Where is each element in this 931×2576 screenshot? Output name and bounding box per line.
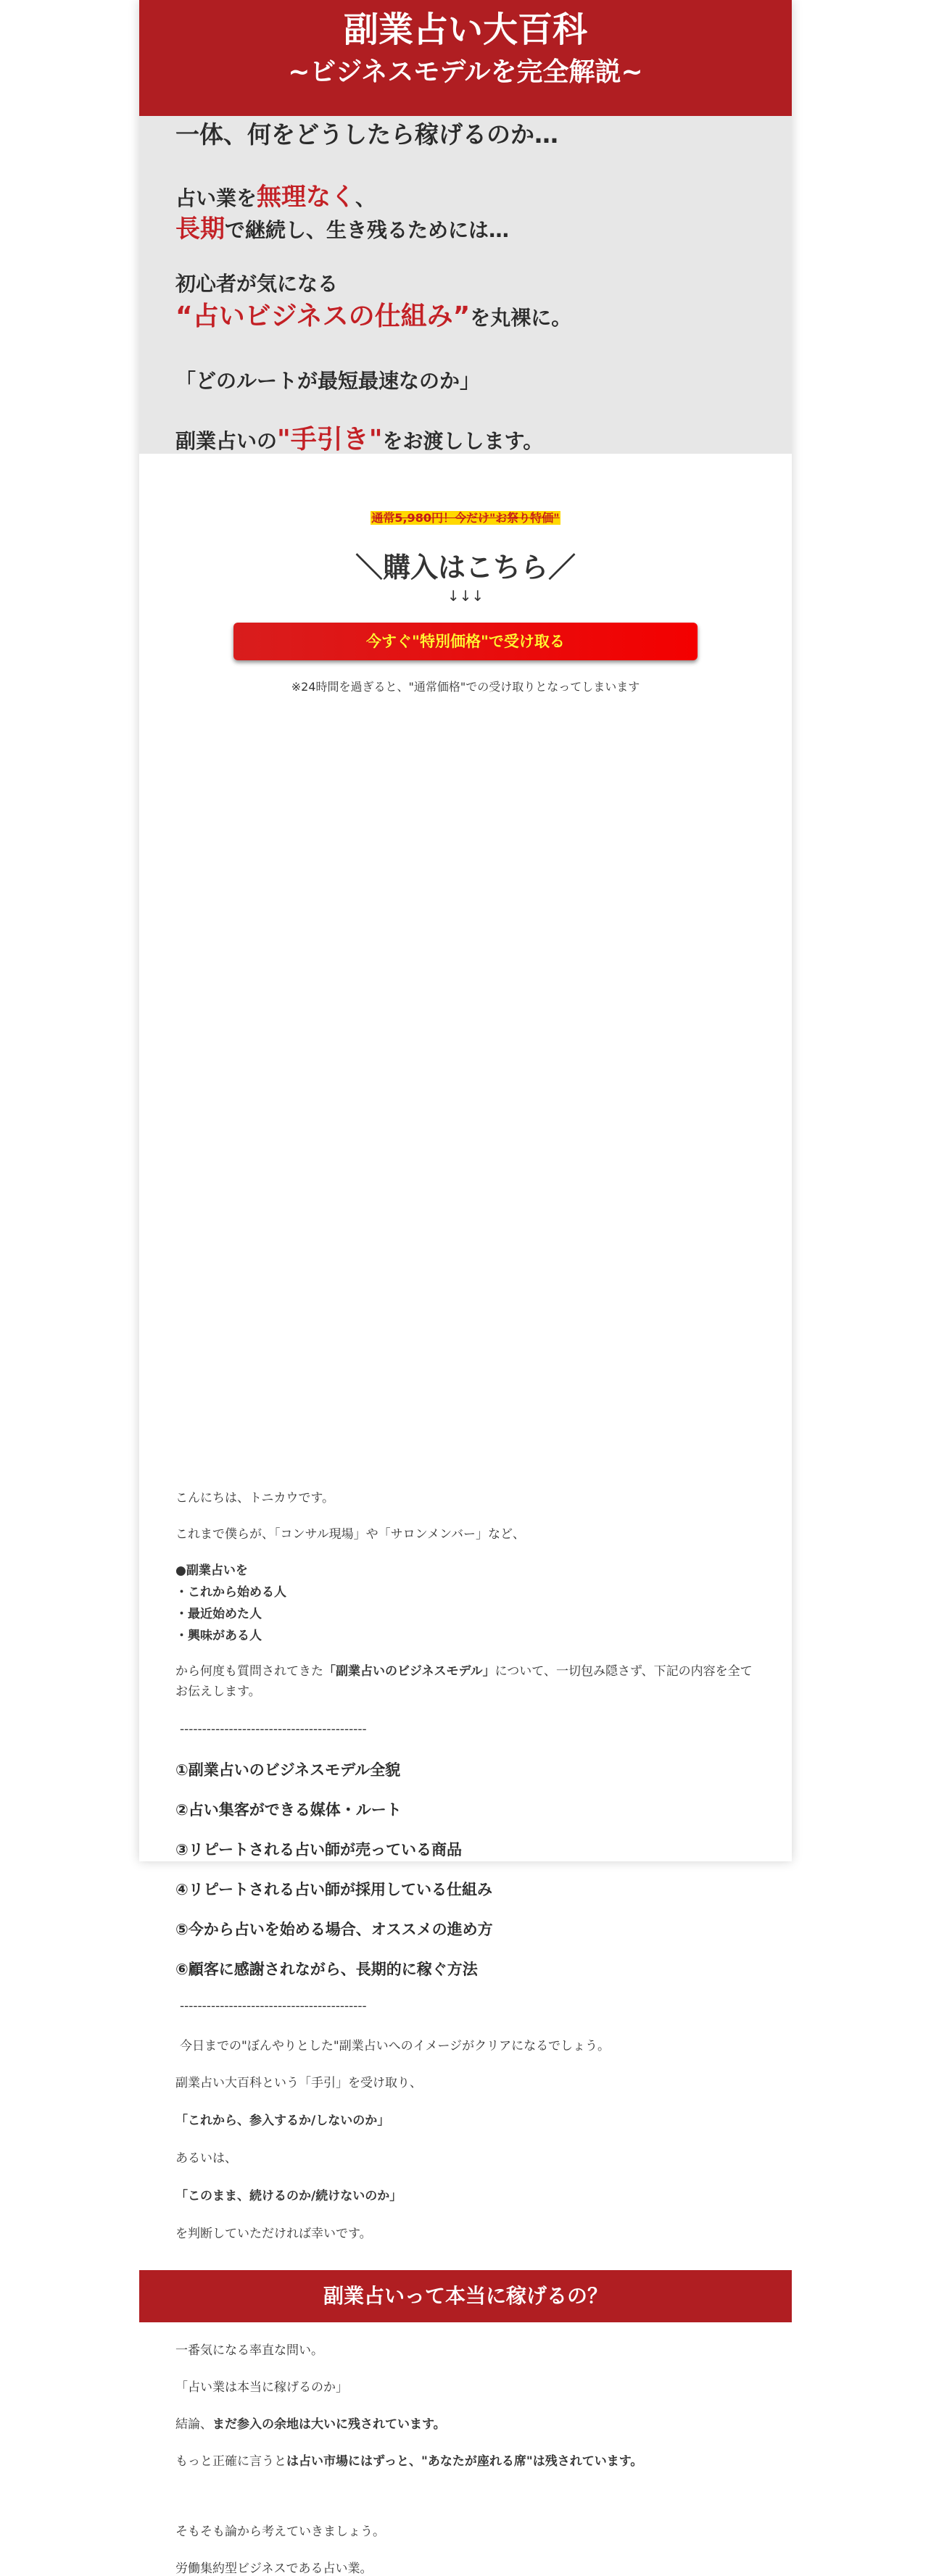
section-heading: 副業占いって本当に稼げるの？ <box>139 2270 792 2322</box>
bullet-item: ・これから始める人 <box>175 1585 286 1600</box>
bullet-item: ・最近始めた人 <box>175 1607 262 1621</box>
content-item-2: ②占い集客ができる媒体・ルート <box>175 1801 402 1819</box>
bullet-heading: ●副業占いを <box>175 1563 248 1578</box>
intro-line-7: 副業占いの"手引き"をお渡しします。 <box>175 425 544 454</box>
question-2: 「このまま、続けるのか/続けないのか」 <box>175 2189 402 2203</box>
description-paragraph: から何度も質問されてきた「副業占いのビジネスモデル」について、一切包み隠さず、下記の内容を全てお伝えします。 <box>175 1664 753 1699</box>
intro-line-6: 「どのルートが最短最速なのか」 <box>175 369 481 393</box>
highlight-text: 無理なく <box>257 183 356 212</box>
divider-line: ------------------------------------------ <box>180 1999 367 2014</box>
section-text-1: 一番気になる率直な問い。 <box>175 2343 323 2358</box>
buy-button[interactable]: 今すぐ"特別価格"で受け取る <box>233 623 698 660</box>
content-item-6: ⑥顧客に感謝されながら、長期的に稼ぐ方法 <box>175 1961 478 1978</box>
question-1: 「これから、参入するか/しないのか」 <box>175 2114 390 2128</box>
divider-line: ------------------------------------------ <box>180 1722 367 1737</box>
highlight-text: “占いビジネスの仕組み” <box>175 302 471 331</box>
intro-block <box>139 116 792 454</box>
landing-page <box>139 0 792 2576</box>
intro-line-2: 占い業を無理なく、 <box>175 183 376 212</box>
bullet-item: ・興味がある人 <box>175 1629 262 1643</box>
page-title: 副業占い大百科 <box>343 9 587 50</box>
content-item-1: ①副業占いのビジネスモデル全貌 <box>175 1761 401 1779</box>
intro-text: これまで僕らが、「コンサル現場」や「サロンメンバー」など、 <box>175 1527 525 1542</box>
price-note: 通常5,980円！今だけ"お祭り特価" <box>371 511 560 525</box>
intro-line-5: “占いビジネスの仕組み”を丸裸に。 <box>175 302 572 331</box>
highlight-text: "手引き" <box>277 425 383 454</box>
intro-headline: 一体、何をどうしたら稼げるのか… <box>175 120 558 149</box>
page-header <box>139 0 792 116</box>
section-text-5: そもそも論から考えていきましょう。 <box>175 2525 385 2539</box>
caution-note: ※24時間を過ぎると、"通常価格"での受け取りとなってしまいます <box>291 680 640 694</box>
clear-image-text: 今日までの"ぼんやりとした"副業占いへのイメージがクリアになるでしょう。 <box>180 2039 610 2053</box>
greeting-text: こんにちは、トニカウです。 <box>175 1491 334 1505</box>
content-item-3: ③リピートされる占い師が売っている商品 <box>175 1841 462 1858</box>
buy-heading: ＼購入はこちら／ <box>355 552 576 583</box>
content-item-5: ⑤今から占いを始める場合、オススメの進め方 <box>175 1921 493 1938</box>
section-text-6: 労働集約型ビジネスである占い業。 <box>175 2562 373 2576</box>
intro-line-4: 初心者が気になる <box>175 272 339 296</box>
judge-text: を判断していただければ幸いです。 <box>175 2227 372 2241</box>
receive-text: 副業占い大百科という「手引」を受け取り、 <box>175 2076 422 2090</box>
or-text: あるいは、 <box>175 2151 237 2166</box>
highlight-text: 長期 <box>175 215 225 244</box>
cta-section <box>139 454 792 715</box>
content-item-4: ④リピートされる占い師が採用している仕組み <box>175 1881 492 1898</box>
section-precise: もっと正確に言うとは占い市場にはずっと、"あなたが座れる席"は残されています。 <box>175 2454 643 2469</box>
section-text-2: 「占い業は本当に稼げるのか」 <box>175 2380 348 2395</box>
section-conclusion: 結論、まだ参入の余地は大いに残されています。 <box>175 2417 446 2432</box>
down-arrows: ↓↓↓ <box>447 587 484 604</box>
intro-line-3: 長期で継続し、生き残るためには… <box>175 215 510 244</box>
page-subtitle: ~ビジネスモデルを完全解説~ <box>288 57 643 87</box>
